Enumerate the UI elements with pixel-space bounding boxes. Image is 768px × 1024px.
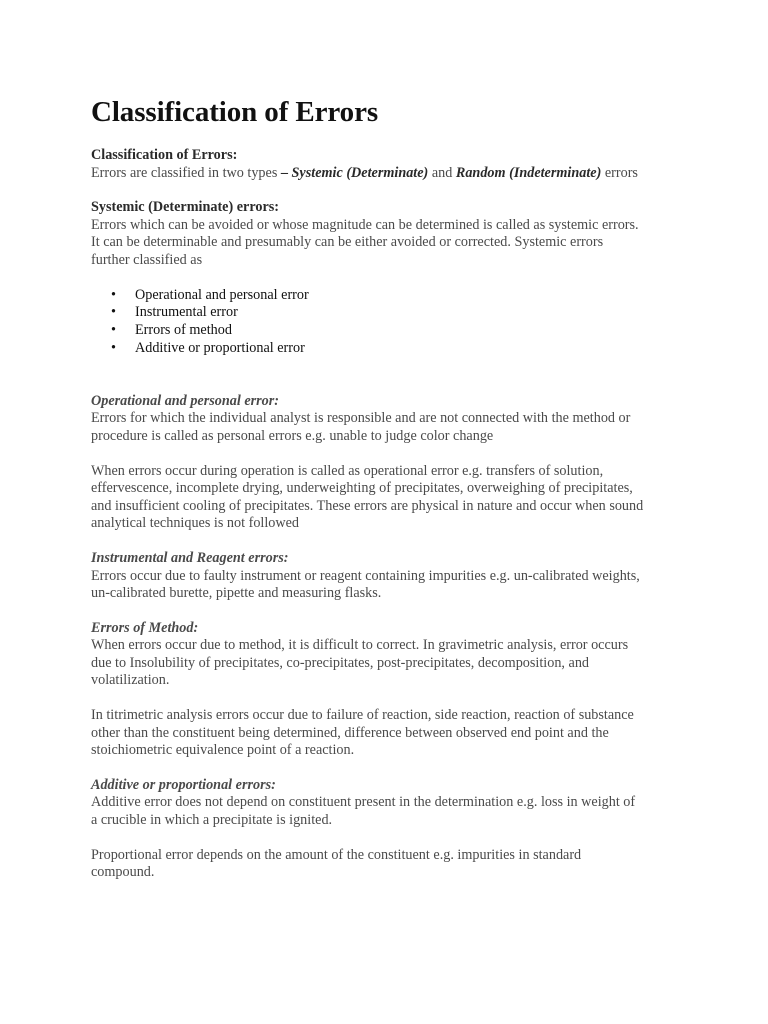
intro-dash: – [280, 164, 288, 181]
list-item [91, 304, 691, 322]
method-p1-line: due to Insolubility of precipitates, co-precipitates, post-precipitates, decomposition, and [91, 654, 590, 671]
intro-section [91, 147, 691, 182]
additive-p2-line: compound. [91, 864, 155, 881]
list-item [91, 340, 691, 358]
instrumental-heading: Instrumental and Reagent errors: [91, 549, 289, 566]
instrumental-line: un-calibrated burette, pipette and measuring flasks. [91, 585, 382, 602]
operational-p2-line: When errors occur during operation is called as operational error e.g. transfers of solution, [91, 462, 604, 479]
method-p2-line: stoichiometric equivalence point of a reaction. [91, 742, 355, 759]
method-paragraph-2 [91, 707, 691, 760]
bullet-icon: • [111, 286, 116, 303]
additive-p2-line: Proportional error depends on the amount of the constituent e.g. impurities in standard [91, 846, 582, 863]
operational-p2-line: and insufficient cooling of precipitates. These errors are physical in nature and occur when sound [91, 497, 644, 514]
page-title: Classification of Errors [91, 96, 379, 128]
intro-type-systemic: Systemic (Determinate) [291, 164, 429, 181]
bullet-icon: • [111, 304, 116, 321]
intro-type-random: Random (Indeterminate) [455, 164, 602, 181]
method-p2-line: other than the constituent being determined, difference between observed end point and the [91, 724, 609, 741]
intro-text-after: errors [601, 164, 638, 181]
method-heading: Errors of Method: [91, 619, 199, 636]
systemic-heading: Systemic (Determinate) errors: [91, 199, 280, 216]
systemic-line: further classified as [91, 251, 203, 268]
list-item-label: Additive or proportional error [135, 339, 305, 356]
intro-text [91, 165, 691, 183]
operational-paragraph-2 [91, 463, 691, 533]
operational-p1-line: Errors for which the individual analyst is responsible and are not connected with the method or [91, 410, 631, 427]
method-p1-line: When errors occur due to method, it is difficult to correct. In gravimetric analysis, error occurs [91, 637, 629, 654]
intro-connector: and [428, 164, 456, 181]
operational-heading: Operational and personal error: [91, 392, 280, 409]
list-item-label: Instrumental error [135, 304, 238, 321]
systemic-error-list [91, 287, 691, 358]
method-p2-line: In titrimetric analysis errors occur due to failure of reaction, side reaction, reaction of substance [91, 707, 634, 724]
additive-paragraph-2 [91, 847, 691, 882]
operational-p1-line: procedure is called as personal errors e.g. unable to judge color change [91, 427, 494, 444]
systemic-line: Errors which can be avoided or whose magnitude can be determined is called as systemic errors. [91, 216, 639, 233]
intro-heading: Classification of Errors: [91, 147, 238, 163]
instrumental-section [91, 550, 691, 603]
list-item-label: Operational and personal error [135, 286, 309, 303]
additive-section [91, 777, 691, 830]
bullet-icon: • [111, 322, 116, 339]
operational-section [91, 393, 691, 446]
list-item [91, 322, 691, 340]
operational-p2-line: analytical techniques is not followed [91, 515, 300, 532]
method-p1-line: volatilization. [91, 672, 170, 689]
list-item-label: Errors of method [135, 322, 232, 339]
additive-heading: Additive or proportional errors: [91, 776, 276, 793]
document-page [91, 92, 691, 882]
additive-p1-line: a crucible in which a precipitate is ignited. [91, 812, 333, 829]
additive-p1-line: Additive error does not depend on constituent present in the determination e.g. loss in weight of [91, 794, 636, 811]
intro-text-before: Errors are classified in two types [91, 164, 281, 181]
method-section [91, 620, 691, 690]
bullet-icon: • [111, 339, 116, 356]
instrumental-line: Errors occur due to faulty instrument or reagent containing impurities e.g. un-calibrated weights, [91, 567, 640, 584]
operational-p2-line: effervescence, incomplete drying, underweighting of precipitates, overweighing of precipitates, [91, 480, 633, 497]
systemic-section [91, 199, 691, 269]
systemic-line: It can be determinable and presumably can be either avoided or corrected. Systemic errors [91, 234, 604, 251]
list-item [91, 287, 691, 305]
